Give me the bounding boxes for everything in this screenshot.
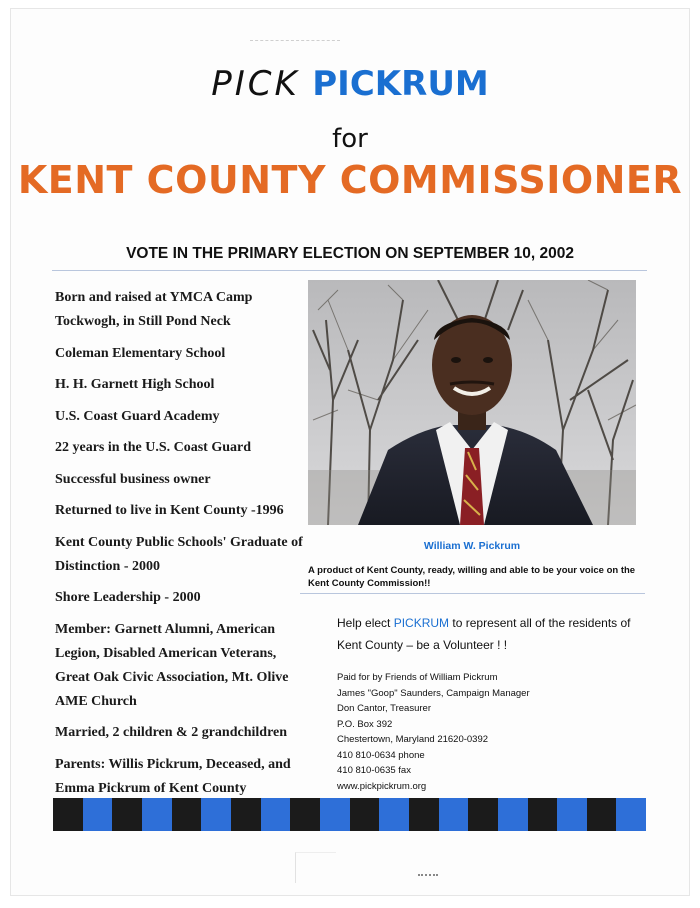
help-prefix: Help elect: [337, 616, 391, 630]
stripe-block: [409, 798, 439, 831]
stripe-block: [616, 798, 646, 831]
stripe-block: [53, 798, 83, 831]
tagline: A product of Kent County, ready, willing and able to be your voice on the Kent County Commission!!: [308, 565, 636, 589]
bio-item: Married, 2 children & 2 grandchildren: [55, 725, 288, 740]
stripe-block: [350, 798, 380, 831]
candidate-photo: [308, 280, 636, 525]
bio-item: Kent County Public Schools' Graduate of Distinction - 2000: [55, 534, 303, 574]
city-line: Chestertown, Maryland 21620-0392: [337, 734, 489, 745]
for-word: for: [332, 124, 368, 154]
headline: [0, 64, 700, 104]
stripe-block: [112, 798, 142, 831]
stripe-block: [201, 798, 231, 831]
stripe-block: [172, 798, 202, 831]
decorative-stripe: [53, 798, 646, 831]
bio-item: Successful business owner: [55, 471, 211, 487]
help-candidate-name: PICKRUM: [393, 616, 450, 630]
campaign-manager-line: James "Goop" Saunders, Campaign Manager: [337, 687, 530, 699]
divider: [300, 593, 645, 594]
stripe-block: [498, 798, 528, 831]
office-title: KENT COUNTY COMMISSIONER: [17, 158, 683, 202]
treasurer-line: Don Cantor, Treasurer: [337, 703, 431, 714]
bio-item: 22 years in the U.S. Coast Guard: [55, 440, 252, 455]
stripe-block: [557, 798, 587, 831]
stripe-block: [439, 798, 469, 831]
bio-item: Parents: Willis Pickrum, Deceased, and Emma Pickrum of Kent County: [55, 756, 291, 796]
bio-item: U.S. Coast Guard Academy: [55, 408, 220, 424]
stripe-block: [261, 798, 291, 831]
paid-for-block: [337, 670, 637, 794]
phone-line: 410 810-0634 phone: [337, 749, 425, 761]
divider: [52, 270, 647, 271]
bio-item: Returned to live in Kent County -1996: [55, 503, 284, 518]
fax-line: 410 810-0635 fax: [337, 765, 411, 776]
bio-item: Born and raised at YMCA Camp Tockwogh, in Still Pond Neck: [55, 290, 253, 329]
stripe-block: [587, 798, 617, 831]
photo-caption: William W. Pickrum: [423, 540, 521, 552]
paid-for-line: Paid for by Friends of William Pickrum: [337, 672, 498, 683]
stripe-block: [468, 798, 498, 831]
help-suffix: to represent all of the residents of Kent County – be a Volunteer ! !: [337, 616, 631, 652]
pick-word: PICK: [211, 64, 300, 104]
bio-item: Shore Leadership - 2000: [55, 590, 201, 605]
bio-item: Member: Garnett Alumni, American Legion, Disabled American Veterans, Great Oak Civic Association, Mt. Olive AME Church: [55, 621, 289, 709]
stripe-block: [142, 798, 172, 831]
website-line: www.pickpickrum.org: [337, 780, 427, 792]
stripe-block: [83, 798, 113, 831]
stripe-block: [528, 798, 558, 831]
po-box-line: P.O. Box 392: [337, 718, 393, 730]
candidate-surname: PICKRUM: [312, 64, 489, 104]
bio-item: H. H. Garnett High School: [55, 377, 215, 392]
paper-smudge: [418, 868, 438, 876]
stripe-block: [379, 798, 409, 831]
volunteer-call: [337, 612, 637, 656]
election-date-line: VOTE IN THE PRIMARY ELECTION ON SEPTEMBER 10, 2002: [126, 245, 574, 262]
paper-fold-mark: [295, 852, 336, 883]
stripe-block: [231, 798, 261, 831]
bio-item: Coleman Elementary School: [55, 345, 226, 361]
bio-list: [55, 286, 305, 808]
stripe-block: [320, 798, 350, 831]
stripe-block: [290, 798, 320, 831]
paper-fold-mark: [250, 40, 340, 43]
